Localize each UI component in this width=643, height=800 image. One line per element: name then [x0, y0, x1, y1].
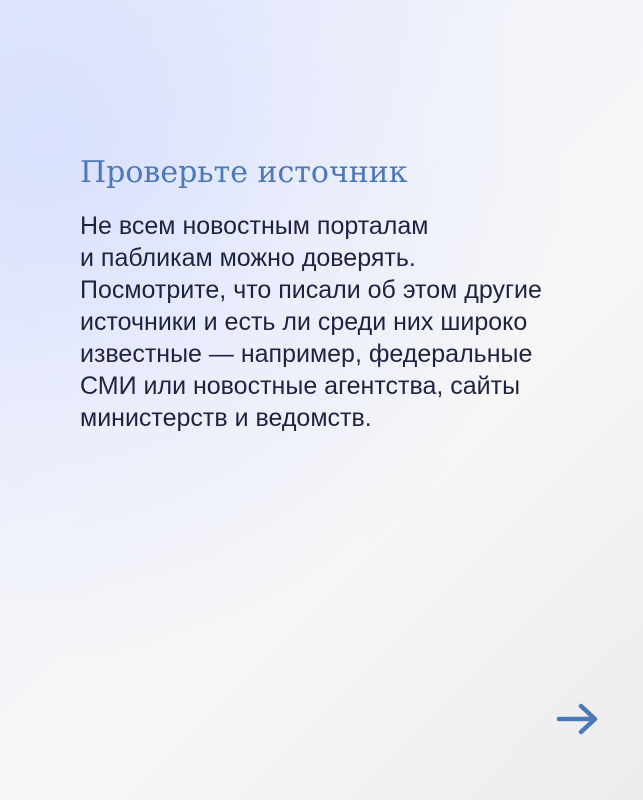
body-line: министерств и ведомств.	[80, 404, 372, 432]
body-line: и пабликам можно доверять.	[80, 244, 416, 272]
body-line: СМИ или новостные агентства, сайты	[80, 372, 521, 400]
body-line: Не всем новостным порталам	[80, 212, 429, 240]
card-body	[80, 210, 580, 434]
card-content	[80, 154, 580, 434]
body-line: источники и есть ли среди них широко	[80, 308, 528, 336]
card-title: Проверьте источник	[80, 155, 408, 190]
arrow-right-icon	[553, 694, 603, 744]
body-line: известные — например, федеральные	[80, 340, 533, 368]
body-line: Посмотрите, что писали об этом другие	[80, 276, 542, 304]
next-button[interactable]	[553, 694, 603, 744]
